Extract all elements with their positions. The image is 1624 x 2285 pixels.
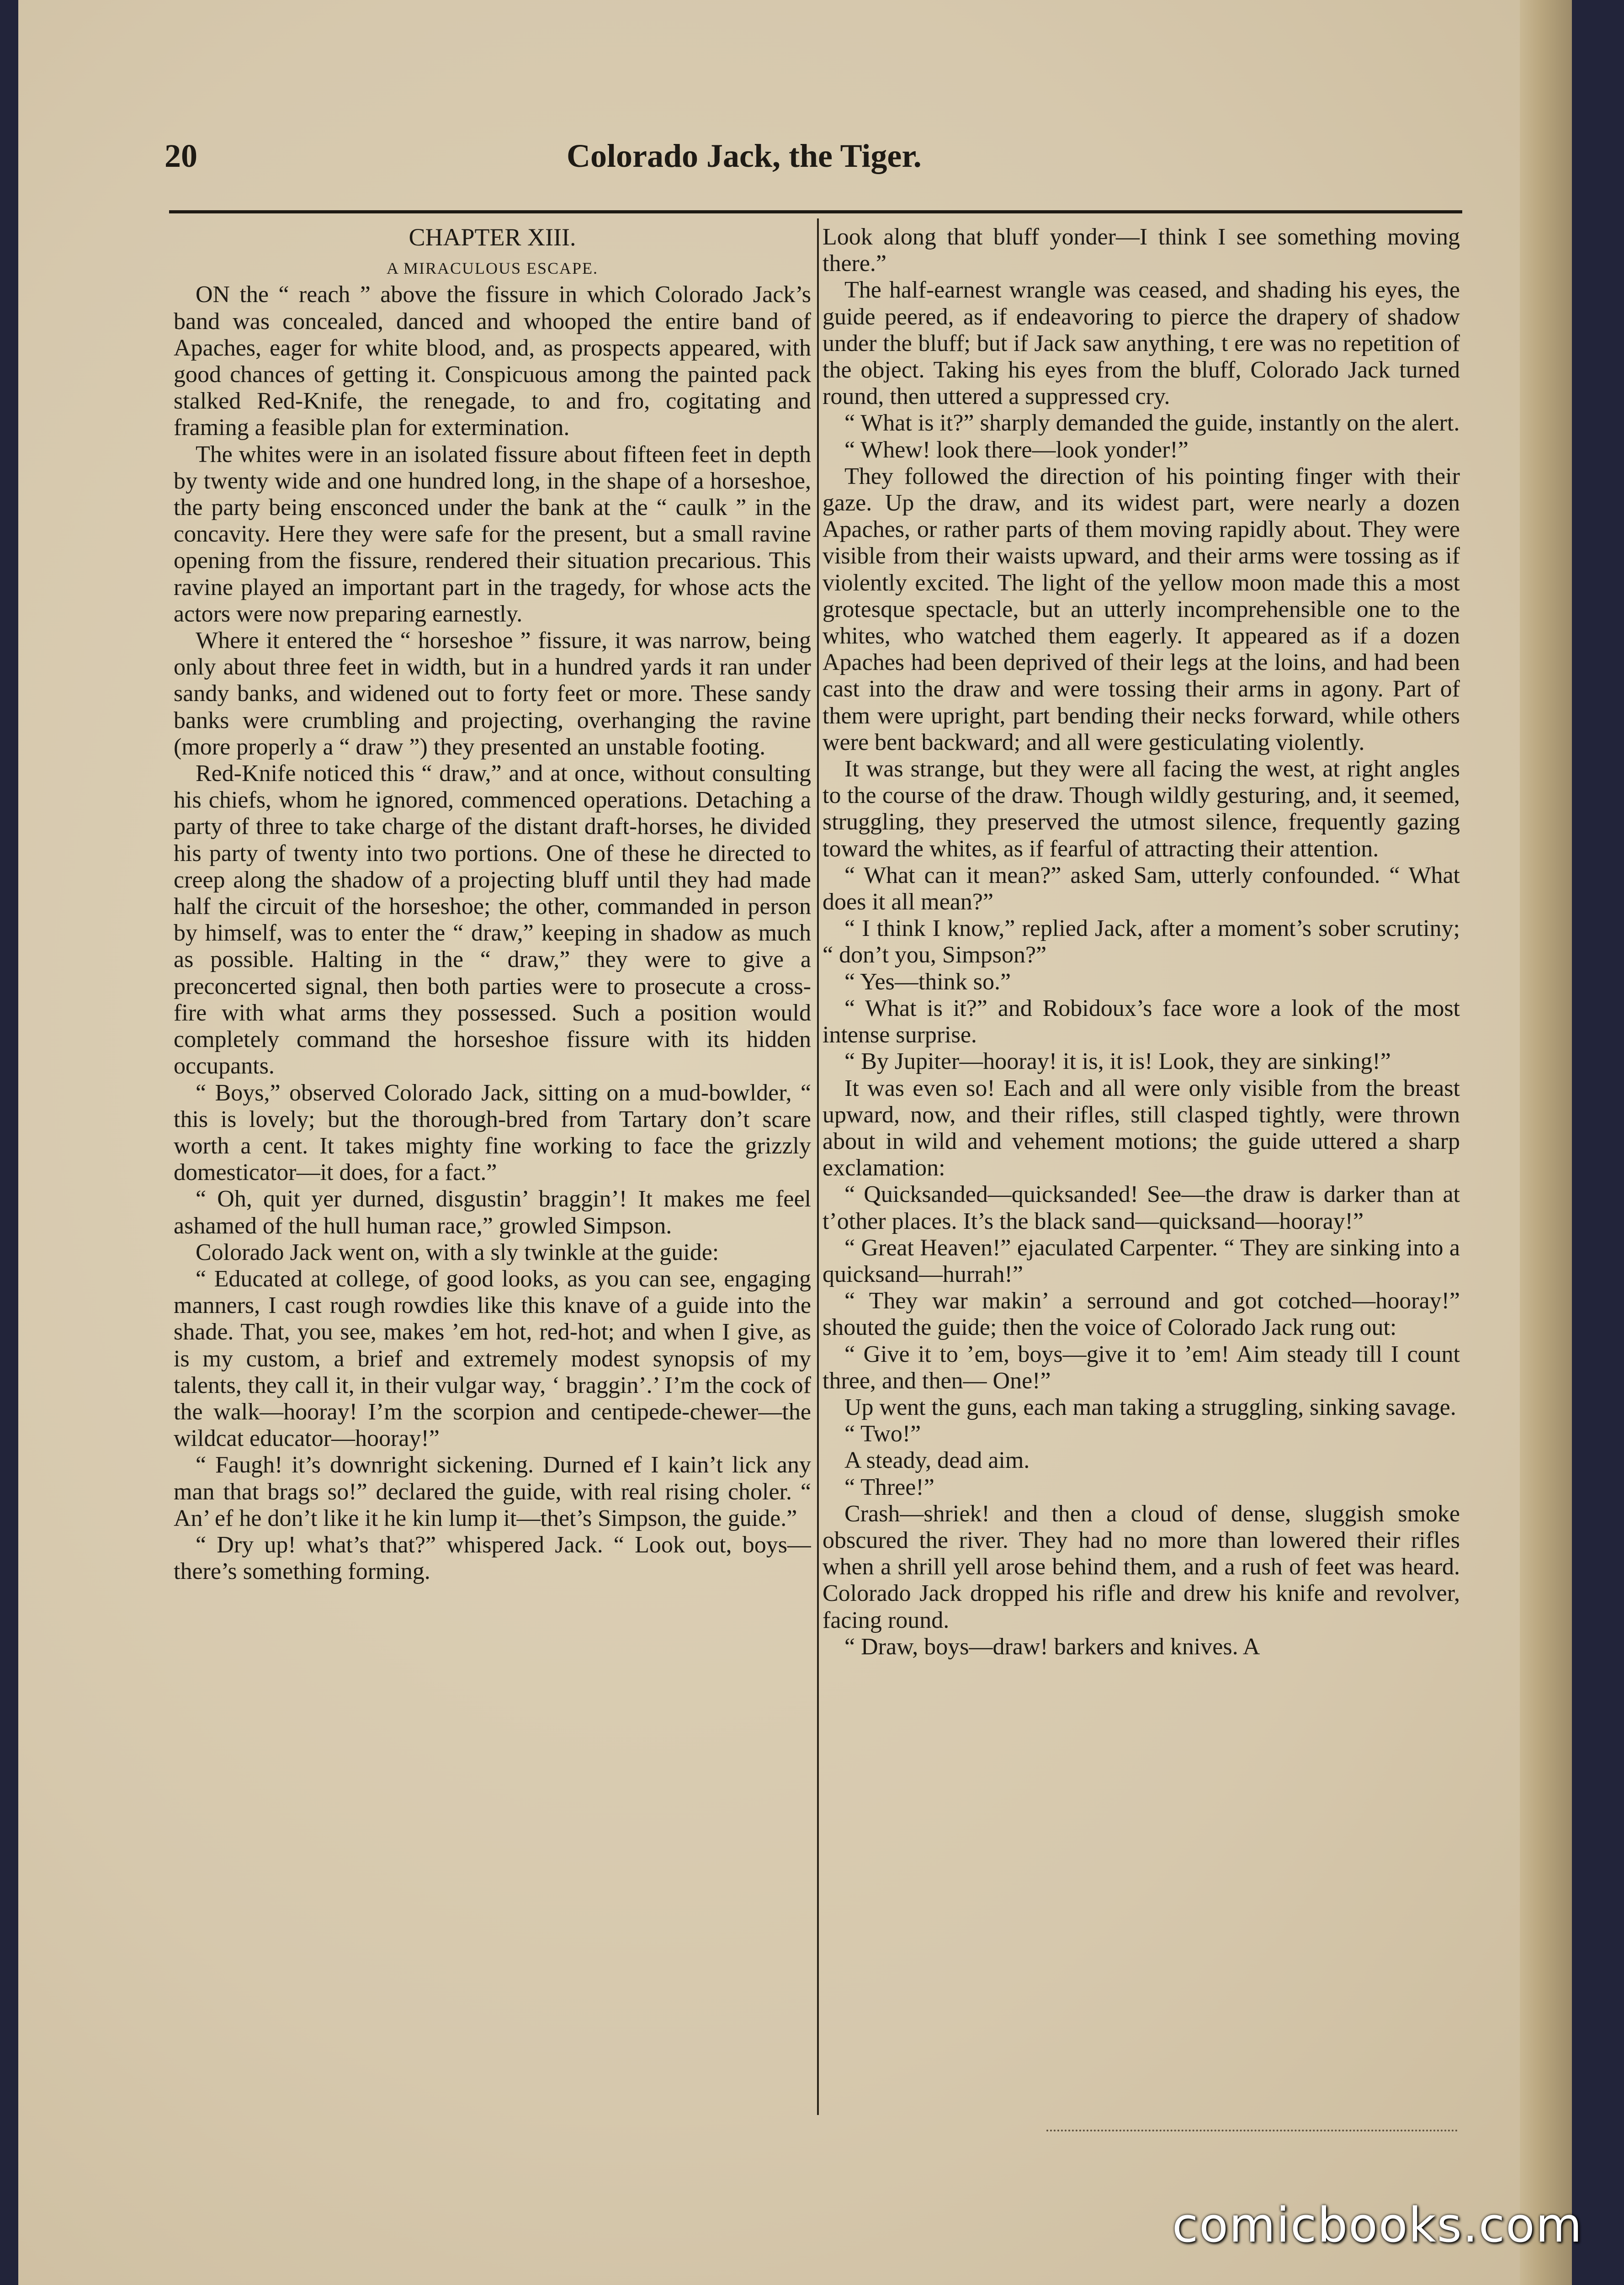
paragraph: A steady, dead aim. (844, 1447, 1030, 1474)
book-page (18, 0, 1572, 2285)
paragraph: It was strange, but they were all facing the west, at right angles to the course of the draw. Though wildly gesturing, and, it seemed, struggling, they preserved the utmost silence, frequently gazing toward the whites, as if fearful of attracting their attention. (823, 756, 1460, 862)
paragraph: Crash—shriek! and then a cloud of dense, sluggish smoke obscured the river. They had no more than lowered their rifles when a shrill yell arose behind them, and a rush of feet was heard. Colorado Jack dropped his rifle and drew his knife and revolver, facing round. (823, 1500, 1460, 1633)
page-header (18, 137, 1572, 192)
paragraph: Colorado Jack went on, with a sly twinkle at the guide: (196, 1239, 719, 1265)
paragraph: “ Educated at college, of good looks, as you can see, engaging manners, I cast rough rowdies like this knave of a guide into the shade. That, you see, makes ’em hot, red-hot; and when I give, as is my custom, a brief and extremely modest synopsis of my talents, they call it, in their vulgar way, ‘ braggin’.’ I’m the cock of the walk—hooray! I’m the scorpion and centipede-chewer—the wildcat educator—hooray!” (174, 1265, 811, 1452)
paragraph: “ Two!” (844, 1421, 921, 1447)
paragraph: “ Faugh! it’s downright sickening. Durned ef I kain’t lick any man that brags so!” declared the guide, with real rising choler. “ An’ ef he don’t like it he kin lump it—thet’s Simpson, the guide.” (174, 1452, 811, 1531)
paragraph-continued: Look along that bluff yonder—I think I see something moving there.” (823, 224, 1460, 277)
right-column (823, 224, 1460, 2116)
paragraph: The half-earnest wrangle was ceased, and shading his eyes, the guide peered, as if endeavoring to pierce the drapery of shadow under the bluff; but if Jack saw anything, t ere was no repetition of the object. Taking his eyes from the bluff, Colorado Jack turned round, then uttered a suppressed cry. (823, 277, 1460, 410)
paragraph: “ Quicksanded—quicksanded! See—the draw is darker than at t’other places. It’s the black sand—quicksand—hooray!” (823, 1181, 1460, 1234)
paragraph: “ Oh, quit yer durned, disgustin’ braggin’! It makes me feel ashamed of the hull human race,” growled Simpson. (174, 1186, 811, 1239)
paragraph: “ What is it?” sharply demanded the guide, instantly on the alert. (844, 410, 1460, 436)
chapter-title: CHAPTER XIII. (409, 224, 576, 251)
paragraph: “ What is it?” and Robidoux’s face wore a look of the most intense surprise. (823, 995, 1460, 1048)
column-divider (817, 218, 819, 2115)
left-column (174, 224, 811, 2116)
paragraph: “ Give it to ’em, boys—give it to ’em! Aim steady till I count three, and then— One!” (823, 1341, 1460, 1394)
footer-dotted-rule (1046, 2130, 1458, 2136)
paragraph: “ Whew! look there—look yonder!” (844, 436, 1189, 463)
paragraph: “ Draw, boys—draw! barkers and knives. A (844, 1633, 1260, 1660)
paragraph: “ By Jupiter—hooray! it is, it is! Look, they are sinking!” (844, 1048, 1391, 1075)
paragraph: It was even so! Each and all were only visible from the breast upward, now, and their rifles, still clasped tightly, were thrown about in wild and vehement motions; the guide uttered a sharp exclamation: (823, 1075, 1460, 1181)
paragraph: They followed the direction of his pointing finger with their gaze. Up the draw, and its widest part, were nearly a dozen Apaches, or rather parts of them moving rapidly about. They were visible from their waists upward, and their arms were tossing as if violently excited. The light of the yellow moon made this a most grotesque spectacle, but an utterly incomprehensible one to the whites, who watched them eagerly. It appeared as if a dozen Apaches had been deprived of their legs at the loins, and had been cast into the draw and were tossing their arms in agony. Part of them were upright, part bending their necks forward, while others were bent backward; and all were gesticulating violently. (823, 463, 1460, 755)
paragraph: “ What can it mean?” asked Sam, utterly confounded. “ What does it all mean?” (823, 862, 1460, 915)
paragraph: Red-Knife noticed this “ draw,” and at once, without consulting his chiefs, whom he ignored, commenced operations. Detaching a party of three to take charge of the distant draft-horses, he divided his party of twenty into two portions. One of these he directed to creep along the shadow of a projecting bluff until they had made half the circuit of the horseshoe; the other, commanded in person by himself, was to enter the “ draw,” keeping in shadow as much as possible. Halting in the “ draw,” they were to give a preconcerted signal, then both parties were to prosecute a cross-fire with what arms they possessed. Such a position would completely command the horseshoe fissure with its hidden occupants. (174, 760, 811, 1079)
paragraph: “ I think I know,” replied Jack, after a moment’s sober scrutiny; “ don’t you, Simpson?” (823, 915, 1460, 968)
header-rule (169, 210, 1462, 213)
paragraph: “ Yes—think so.” (844, 968, 1011, 995)
paragraph: “ They war makin’ a serround and got cotched—hooray!” shouted the guide; then the voice of Colorado Jack rung out: (823, 1288, 1460, 1341)
paragraph: ON the “ reach ” above the fissure in which Colorado Jack’s band was concealed, danced and whooped the entire band of Apaches, eager for white blood, and, as prospects appeared, with good chances of getting it. Conspicuous among the painted pack stalked Red-Knife, the renegade, to and fro, cogitating and framing a feasible plan for extermination. (174, 282, 811, 441)
paragraph: “ Three!” (844, 1474, 934, 1500)
page-number: 20 (165, 138, 197, 174)
paragraph: Where it entered the “ horseshoe ” fissure, it was narrow, being only about three feet in width, but in a hundred yards it ran under sandy banks, and widened out to forty feet or more. These sandy banks were crumbling and projecting, overhanging the ravine (more properly a “ draw ”) they presented an unstable footing. (174, 627, 811, 760)
paragraph: The whites were in an isolated fissure about fifteen feet in depth by twenty wide and one hundred long, in the shape of a horseshoe, the party being ensconced under the bank at the “ caulk ” in the concavity. Here they were safe for the present, but a small ravine opening from the fissure, rendered their situation precarious. This ravine played an important part in the tragedy, for whose acts the actors were now preparing earnestly. (174, 441, 811, 627)
running-title: Colorado Jack, the Tiger. (567, 138, 922, 174)
paragraph: “ Dry up! what’s that?” whispered Jack. “ Look out, boys—there’s something forming. (174, 1531, 811, 1585)
site-watermark: comicbooks.com (1172, 2197, 1583, 2253)
paragraph: “ Great Heaven!” ejaculated Carpenter. “ They are sinking into a quicksand—hurrah!” (823, 1234, 1460, 1287)
paragraph: Up went the guns, each man taking a struggling, sinking savage. (844, 1394, 1456, 1420)
paragraph: “ Boys,” observed Colorado Jack, sitting on a mud-bowlder, “ this is lovely; but the thorough-bred from Tartary don’t scare worth a cent. It takes mighty fine working to face the grizzly domesticator—it does, for a fact.” (174, 1079, 811, 1186)
page-spine-edge (1520, 0, 1572, 2285)
chapter-subtitle: A MIRACULOUS ESCAPE. (386, 259, 599, 278)
